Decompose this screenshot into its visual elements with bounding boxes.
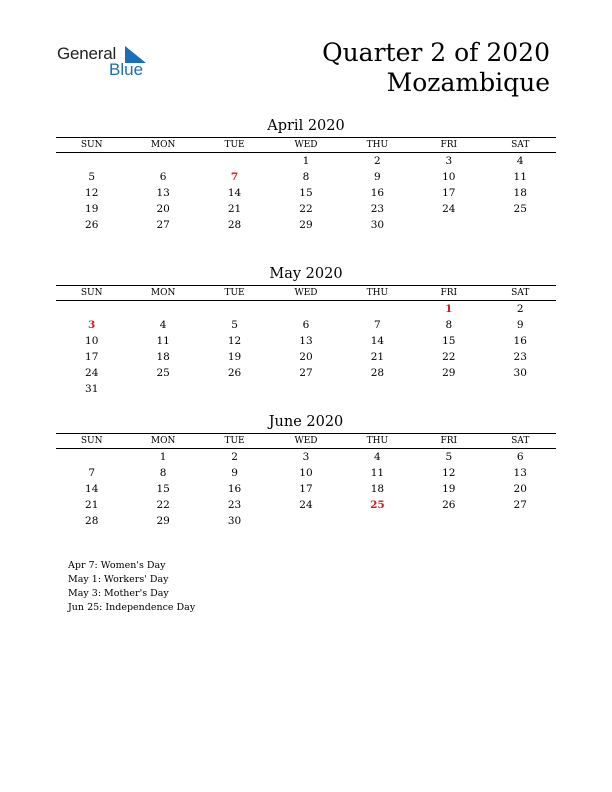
weekday-label: FRI <box>440 140 458 150</box>
week-row <box>56 513 556 529</box>
empty-day-cell <box>342 513 413 529</box>
day-cell: 3 <box>445 155 453 167</box>
day-cell: 31 <box>85 383 99 395</box>
weekday-label: WED <box>294 436 318 446</box>
day-cell: 10 <box>85 335 99 347</box>
day-cell: 22 <box>442 351 456 363</box>
day-cell: 24 <box>299 499 313 511</box>
day-cell: 17 <box>442 187 456 199</box>
logo-general-text: General <box>57 44 117 63</box>
day-cell: 24 <box>442 203 456 215</box>
empty-day-cell <box>342 301 413 317</box>
day-cell: 26 <box>85 219 99 231</box>
day-cell: 12 <box>442 467 456 479</box>
day-cell: 27 <box>299 367 313 379</box>
month-june <box>56 413 556 529</box>
day-cell: 25 <box>513 203 527 215</box>
empty-day-cell <box>127 381 198 397</box>
day-cell: 2 <box>516 303 524 315</box>
holiday-note: May 3: Mother's Day <box>68 588 169 599</box>
title-country: Mozambique <box>386 68 550 97</box>
day-cell: 15 <box>442 335 456 347</box>
weekday-label: FRI <box>440 436 458 446</box>
month-title: May 2020 <box>269 266 343 282</box>
weekday-label: MON <box>150 140 176 150</box>
day-cell: 1 <box>159 451 167 463</box>
weekday-header <box>56 433 556 449</box>
month-title: April 2020 <box>267 118 345 134</box>
day-cell: 10 <box>442 171 456 183</box>
empty-day-cell <box>270 381 341 397</box>
weekday-label: WED <box>294 288 318 298</box>
day-cell: 27 <box>156 219 170 231</box>
weekday-label: SUN <box>80 140 103 150</box>
day-cell: 23 <box>513 351 527 363</box>
empty-day-cell <box>127 153 198 169</box>
day-cell: 12 <box>85 187 99 199</box>
day-cell: 8 <box>445 319 453 331</box>
weekday-label: SUN <box>80 288 103 298</box>
empty-day-cell <box>485 217 556 233</box>
empty-day-cell <box>127 301 198 317</box>
day-cell: 4 <box>159 319 167 331</box>
weekday-label: THU <box>366 140 389 150</box>
empty-day-cell <box>270 301 341 317</box>
day-cell: 1 <box>445 303 453 315</box>
day-cell: 18 <box>370 483 385 495</box>
day-cell: 5 <box>445 451 453 463</box>
week-row <box>56 185 556 201</box>
day-cell: 5 <box>88 171 96 183</box>
day-cell: 11 <box>513 171 527 183</box>
day-cell: 28 <box>85 515 99 527</box>
weekday-label: THU <box>366 436 389 446</box>
day-cell: 12 <box>227 335 242 347</box>
empty-day-cell <box>413 381 484 397</box>
week-row <box>56 153 556 169</box>
empty-day-cell <box>413 217 484 233</box>
week-row <box>56 201 556 217</box>
weekday-label: MON <box>150 288 176 298</box>
day-cell: 28 <box>227 219 242 231</box>
day-cell: 7 <box>88 467 96 479</box>
day-cell: 28 <box>370 367 385 379</box>
day-cell: 13 <box>513 467 527 479</box>
day-cell: 15 <box>156 483 170 495</box>
day-cell: 7 <box>230 171 239 183</box>
day-cell: 16 <box>513 335 527 347</box>
day-cell: 4 <box>516 155 524 167</box>
day-cell: 6 <box>516 451 524 463</box>
day-cell: 29 <box>442 367 456 379</box>
day-cell: 14 <box>85 483 99 495</box>
empty-day-cell <box>413 513 484 529</box>
weekday-label: MON <box>150 436 176 446</box>
day-cell: 5 <box>231 319 238 331</box>
holiday-note: Jun 25: Independence Day <box>68 602 196 613</box>
day-cell: 11 <box>370 467 385 479</box>
day-cell: 23 <box>227 499 242 511</box>
day-cell: 17 <box>85 351 99 363</box>
month-title: June 2020 <box>268 414 344 430</box>
day-cell: 9 <box>374 171 381 183</box>
day-cell: 17 <box>299 483 313 495</box>
day-cell: 11 <box>156 335 170 347</box>
week-row <box>56 465 556 481</box>
week-row <box>56 449 556 465</box>
month-april <box>56 117 556 233</box>
day-cell: 19 <box>227 351 242 363</box>
day-cell: 18 <box>156 351 170 363</box>
empty-day-cell <box>270 513 341 529</box>
day-cell: 30 <box>227 515 242 527</box>
day-cell: 1 <box>302 155 310 167</box>
day-cell: 9 <box>516 319 524 331</box>
weekday-label: SUN <box>80 436 103 446</box>
day-cell: 30 <box>513 367 527 379</box>
day-cell: 16 <box>227 483 242 495</box>
month-may <box>56 265 556 397</box>
weekday-header <box>56 137 556 153</box>
day-cell: 29 <box>156 515 170 527</box>
empty-day-cell <box>342 381 413 397</box>
day-cell: 23 <box>370 203 385 215</box>
week-row <box>56 481 556 497</box>
weekday-label: FRI <box>440 288 458 298</box>
empty-day-cell <box>485 381 556 397</box>
day-cell: 7 <box>374 319 381 331</box>
page-title <box>322 38 550 98</box>
empty-day-cell <box>56 301 127 317</box>
day-cell: 26 <box>227 367 242 379</box>
week-row <box>56 333 556 349</box>
day-cell: 14 <box>227 187 242 199</box>
day-cell: 6 <box>159 171 167 183</box>
day-cell: 24 <box>85 367 99 379</box>
day-cell: 20 <box>513 483 527 495</box>
day-cell: 20 <box>156 203 170 215</box>
day-cell: 29 <box>299 219 313 231</box>
day-cell: 21 <box>370 351 385 363</box>
week-row <box>56 497 556 513</box>
day-cell: 16 <box>370 187 385 199</box>
day-cell: 18 <box>513 187 527 199</box>
day-cell: 13 <box>299 335 313 347</box>
day-cell: 19 <box>442 483 456 495</box>
day-cell: 25 <box>156 367 170 379</box>
day-cell: 2 <box>374 155 381 167</box>
empty-day-cell <box>56 153 127 169</box>
weekday-label: SAT <box>511 288 530 298</box>
day-cell: 8 <box>302 171 310 183</box>
empty-day-cell <box>199 153 270 169</box>
day-cell: 22 <box>156 499 170 511</box>
day-cell: 10 <box>299 467 313 479</box>
weekday-label: SAT <box>511 140 530 150</box>
week-row <box>56 169 556 185</box>
day-cell: 3 <box>302 451 310 463</box>
holiday-notes <box>68 559 195 615</box>
weekday-header <box>56 285 556 301</box>
day-cell: 30 <box>370 219 385 231</box>
empty-day-cell <box>56 449 127 465</box>
weekday-label: SAT <box>511 436 530 446</box>
week-row <box>56 217 556 233</box>
day-cell: 9 <box>231 467 238 479</box>
day-cell: 13 <box>156 187 170 199</box>
day-cell: 22 <box>299 203 313 215</box>
week-row <box>56 349 556 365</box>
day-cell: 4 <box>374 451 381 463</box>
day-cell: 6 <box>302 319 310 331</box>
weekday-label: TUE <box>224 436 245 446</box>
day-cell: 15 <box>299 187 313 199</box>
weekday-label: TUE <box>224 288 245 298</box>
logo <box>57 44 167 84</box>
day-cell: 21 <box>227 203 242 215</box>
day-cell: 3 <box>88 319 96 331</box>
weekday-label: WED <box>294 140 318 150</box>
holiday-note: Apr 7: Women's Day <box>68 560 166 571</box>
day-cell: 19 <box>85 203 99 215</box>
week-row <box>56 301 556 317</box>
week-row <box>56 365 556 381</box>
day-cell: 20 <box>299 351 313 363</box>
weekday-label: TUE <box>224 140 245 150</box>
holiday-note: May 1: Workers' Day <box>68 574 169 585</box>
day-cell: 8 <box>159 467 167 479</box>
weekday-label: THU <box>366 288 389 298</box>
day-cell: 25 <box>370 499 385 511</box>
empty-day-cell <box>485 513 556 529</box>
day-cell: 27 <box>513 499 527 511</box>
week-row <box>56 317 556 333</box>
logo-blue-text: Blue <box>109 60 144 79</box>
day-cell: 21 <box>85 499 99 511</box>
day-cell: 26 <box>442 499 456 511</box>
day-cell: 2 <box>231 451 238 463</box>
week-row <box>56 381 556 397</box>
title-quarter: Quarter 2 of 2020 <box>322 38 550 67</box>
empty-day-cell <box>199 301 270 317</box>
day-cell: 14 <box>370 335 385 347</box>
empty-day-cell <box>199 381 270 397</box>
